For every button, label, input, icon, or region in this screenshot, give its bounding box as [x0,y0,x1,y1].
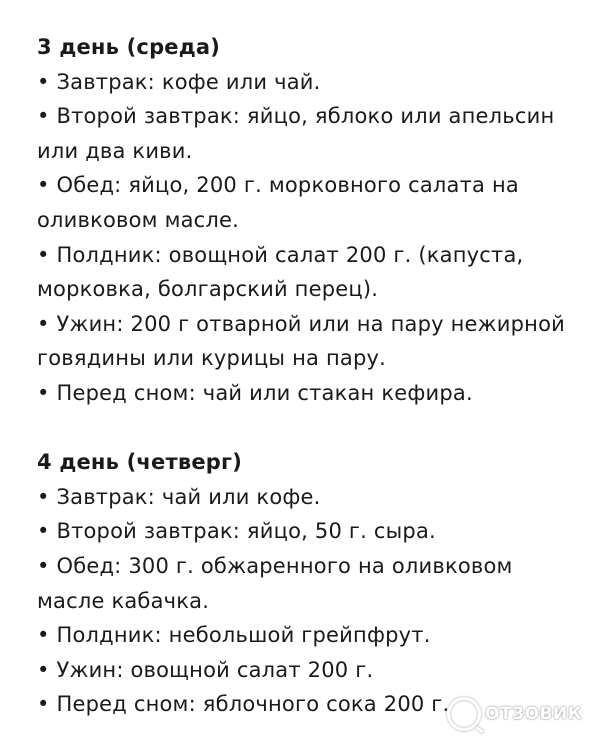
document-body [37,30,582,722]
watermark-text: ОТЗОВИК [485,704,583,724]
meal-item: • Обед: 300 г. обжаренного на оливковом масле кабачка. [37,553,513,613]
day-title: 3 день (среда) [37,35,221,59]
meal-item: • Перед сном: яблочного сока 200 г. [37,692,450,717]
day-section-3 [37,30,582,411]
meal-item: • Второй завтрак: яйцо, яблоко или апельсин или два киви. [37,104,555,163]
meal-item: • Завтрак: чай или кофе. [37,484,321,509]
meal-item: • Полдник: овощной салат 200 г. (капуста, морковка, болгарский перец). [37,242,524,302]
meal-item: • Обед: яйцо, 200 г. морковного салата на оливковом масле. [37,173,519,232]
otzovik-watermark [447,697,582,731]
meal-item: • Ужин: овощной салат 200 г. [37,657,374,682]
meal-item: • Завтрак: кофе или чай. [37,69,321,94]
magnifier-logo-icon [447,697,481,731]
meal-item: • Перед сном: чай или стакан кефира. [37,380,473,405]
day-section-4 [37,445,582,722]
day-title: 4 день (четверг) [37,450,242,475]
meal-item: • Второй завтрак: яйцо, 50 г. сыра. [37,519,436,544]
meal-item: • Ужин: 200 г отварной или на пару нежирной говядины или курицы на пару. [37,311,566,371]
meal-item: • Полдник: небольшой грейпфрут. [37,623,431,648]
